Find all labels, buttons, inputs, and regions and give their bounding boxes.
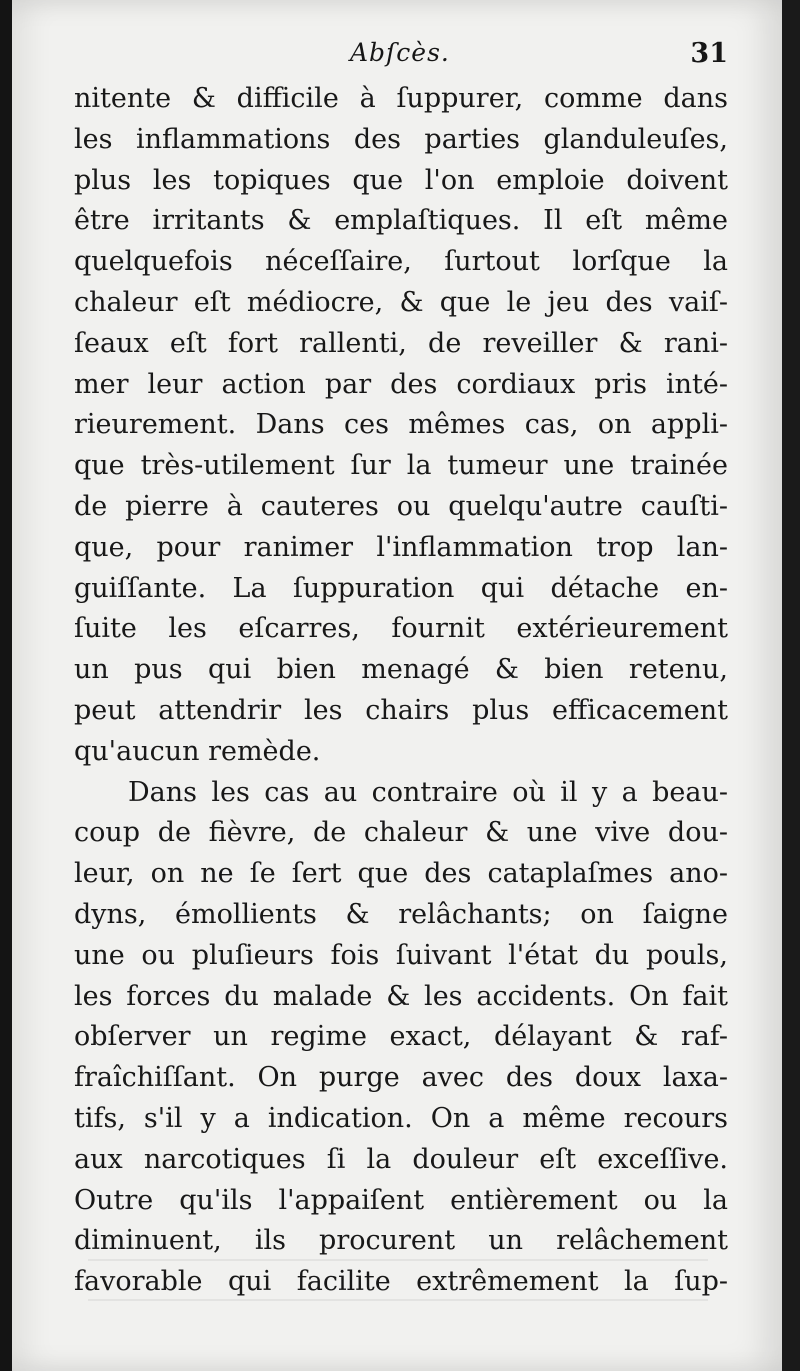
text-line: guiſſante. La ſuppuration qui détache en- [74,572,728,604]
text-line: de pierre à cauteres ou quelqu'autre cauſti- [74,490,728,522]
text-line: que, pour ranimer l'inflammation trop lan- [74,531,728,563]
text-line: ſeaux eſt fort rallenti, de reveiller & rani- [74,327,728,359]
text-line: un pus qui bien menagé & bien retenu, [74,654,728,686]
book-page [12,0,782,1371]
running-head: Abſcès. [350,38,450,67]
text-line: leur, on ne ſe ſert que des cataplaſmes ano- [74,858,728,890]
text-line: coup de fièvre, de chaleur & une vive dou- [74,817,728,849]
text-line: favorable qui facilite extrêmement la ſup- [74,1266,728,1298]
text-line: que très-utilement ſur la tumeur une trainée [74,450,728,482]
show-through-bleed [88,1231,708,1301]
text-line: nitente & difficile à ſuppurer, comme dans [74,83,728,114]
page-edge-shadow [782,0,800,1371]
text-line: être irritants & emplaſtiques. Il eſt même [74,205,728,237]
page-number: 31 [690,38,728,69]
text-line: les forces du malade & les accidents. On fait [74,980,728,1012]
text-line: Outre qu'ils l'appaiſent entièrement ou la [74,1184,728,1216]
text-line: aux narcotiques ſi la douleur eſt exceſſive. [74,1143,728,1175]
text-line: qu'aucun remède. [74,735,321,767]
text-line: dyns, émollients & relâchants; on ſaigne [74,898,728,930]
text-line: plus les topiques que l'on emploie doivent [74,164,728,196]
body-text [74,79,728,1303]
text-line: quelquefois néceſſaire, ſurtout lorſque la [74,246,728,278]
text-line: une ou pluſieurs fois ſuivant l'état du pouls, [74,939,728,971]
page-header [74,38,728,82]
text-line: obſerver un regime exact, délayant & raf- [74,1021,728,1053]
text-line: fraîchiſſant. On purge avec des doux laxa- [74,1062,728,1094]
paragraph-first-line: Dans les cas au contraire où il y a beau- [128,776,728,808]
text-line: les inflammations des parties glanduleuſes, [74,123,728,155]
text-line: mer leur action par des cordiaux pris inté- [74,368,728,400]
text-line: tifs, s'il y a indication. On a même recours [74,1102,728,1134]
text-line: rieurement. Dans ces mêmes cas, on appli- [74,409,728,441]
text-line: chaleur eſt médiocre, & que le jeu des vaiſ- [74,286,728,318]
text-line: peut attendrir les chairs plus efficacement [74,694,728,726]
text-line: diminuent, ils procurent un relâchement [74,1225,728,1257]
text-line: ſuite les eſcarres, fournit extérieurement [74,613,728,645]
